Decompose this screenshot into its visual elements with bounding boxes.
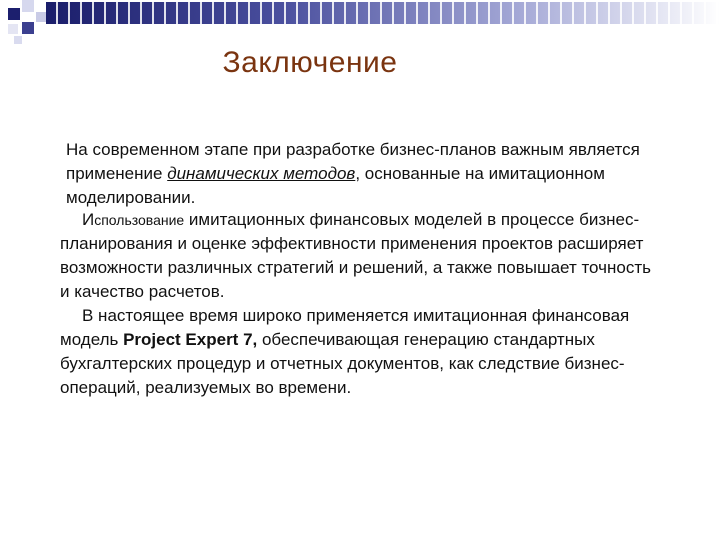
slide-title: Заключение bbox=[222, 46, 398, 79]
decor-square bbox=[8, 8, 20, 20]
paragraph-usage-rest: имитационных финансовых моделей в процессе бизнес-планирования и оценке эффективности применения проектов расширяет возможности различных стратегий и решений, а также повышает точность и качество расчетов. bbox=[60, 210, 651, 301]
paragraph-project-expert bbox=[60, 304, 660, 400]
decor-square bbox=[22, 22, 34, 34]
intro-paragraph bbox=[66, 138, 666, 210]
intro-text-start: На современном этапе при разработке бизнес-планов важным является применение bbox=[66, 140, 640, 183]
paragraph-usage bbox=[60, 208, 660, 304]
decor-gradient-bar bbox=[46, 2, 720, 24]
intro-text-end: , основанные на имитационном моделировании. bbox=[66, 164, 605, 207]
small-word: спользование bbox=[94, 212, 185, 228]
body-text bbox=[60, 208, 660, 400]
paragraph-pe-end: обеспечивающая генерацию стандартных бухгалтерских процедур и отчетных документов, как следствие бизнес-операций, реализуемых во времени. bbox=[60, 330, 625, 397]
product-name: Project Expert 7, bbox=[123, 330, 258, 349]
decor-square bbox=[8, 24, 18, 34]
paragraph-pe-start: В настоящее время широко применяется имитационная финансовая модель bbox=[60, 306, 630, 349]
emphasized-term: динамических методов bbox=[167, 164, 356, 183]
decor-square bbox=[22, 0, 34, 12]
decor-square bbox=[14, 36, 22, 44]
decor-square bbox=[36, 12, 46, 22]
drop-letter: И bbox=[82, 210, 95, 229]
